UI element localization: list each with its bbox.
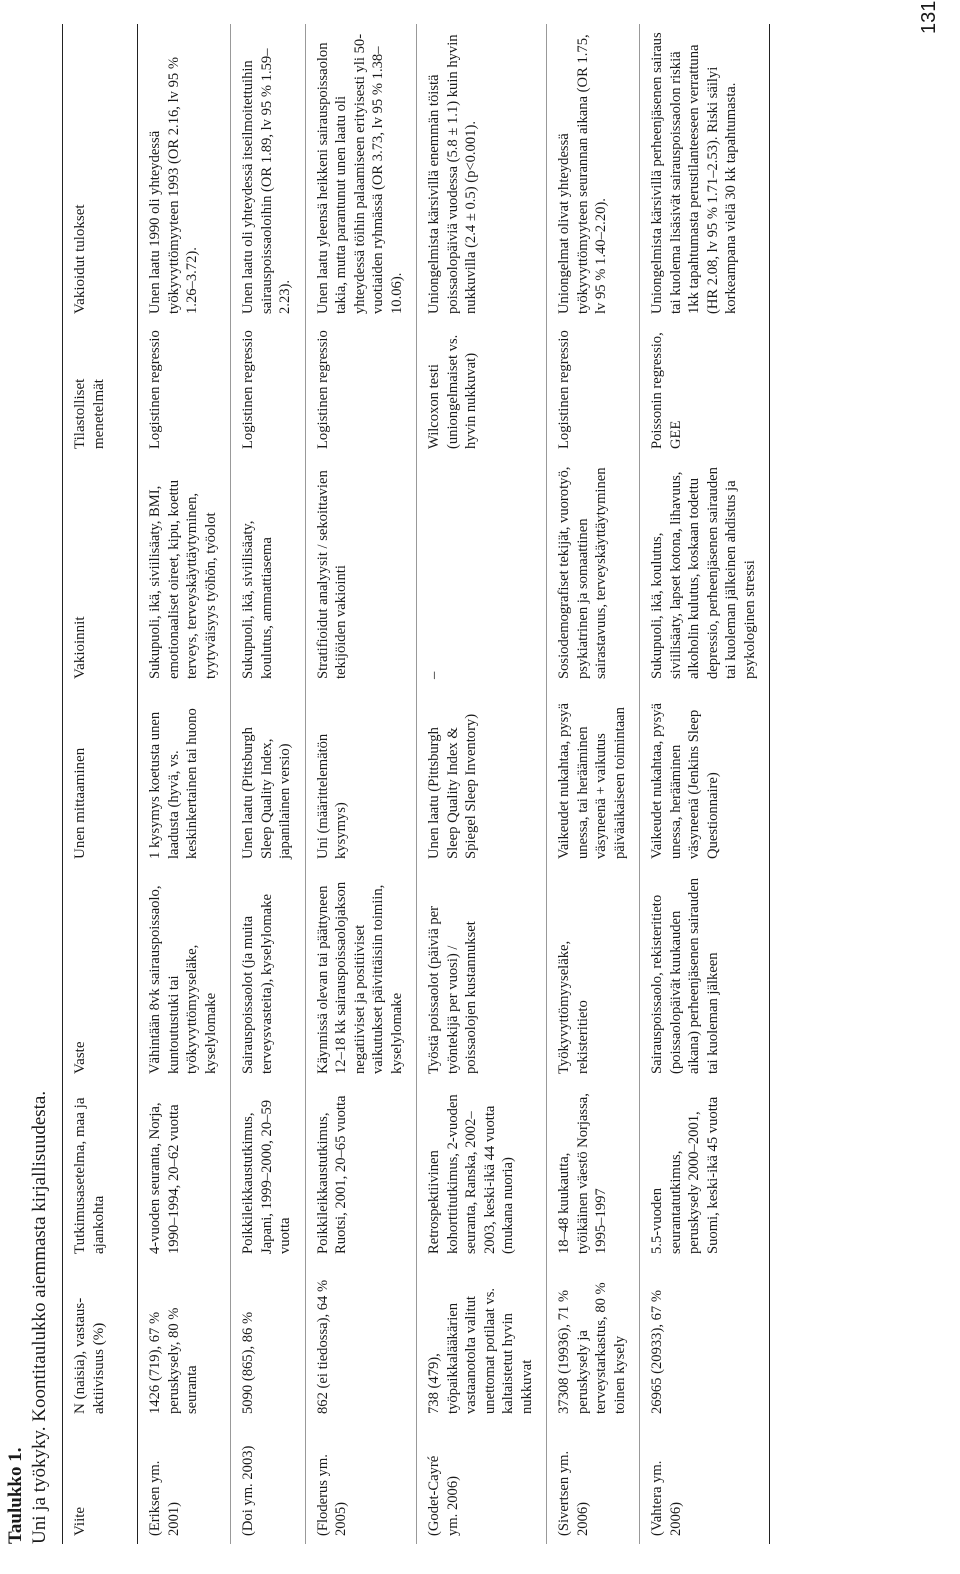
table-row bbox=[231, 24, 306, 1544]
header-tutkimusasetelma: Tutkimusasetelma, maa ja ajankohta bbox=[63, 1082, 138, 1262]
table-row bbox=[547, 24, 640, 1544]
cell-menetelmat: Logistinen regressio bbox=[547, 322, 640, 457]
summary-table bbox=[62, 24, 770, 1544]
cell-viite: (Doi ym. 2003) bbox=[231, 1422, 306, 1544]
cell-menetelmat: Wilcoxon testi (uniongelmaiset vs. hyvin nukkuvat) bbox=[417, 322, 547, 457]
header-vakioinnit: Vakioinnit bbox=[63, 457, 138, 687]
cell-n: 738 (479), työpaikkalääkärien vastaanotolta valitut unettomat potilaat vs. kaltaistetut hyvin nukkuvat bbox=[417, 1262, 547, 1422]
cell-tulokset: Unen laatu 1990 oli yhteydessä työkyvyttömyyteen 1993 (OR 2.16, lv 95 % 1.26–3.72). bbox=[138, 24, 231, 322]
cell-vaste: Vähintään 8vk sairauspoissaolo, kuntoutustuki tai työkyvyttömyyseläke, kyselylomake bbox=[138, 867, 231, 1082]
cell-viite: (Godet-Cayré ym. 2006) bbox=[417, 1422, 547, 1544]
cell-vaste: Sairauspoissaolo, rekisteritieto (poissaolopäivät kuukauden aikana) perheenjäsenen sairauden tai kuoleman jälkeen bbox=[640, 867, 770, 1082]
cell-vaste: Työkyvyttömyyseläke, rekisteritieto bbox=[547, 867, 640, 1082]
cell-vaste: Käynnissä olevan tai päättyneen 12–18 kk sairauspoissaolojakson negatiiviset ja positiiviset vaikutukset päivittäisiin toimiin, kyselylomake bbox=[305, 867, 417, 1082]
cell-asetelma: Poikkileikkaustutkimus, Ruotsi, 2001, 20–65 vuotta bbox=[305, 1082, 417, 1262]
cell-menetelmat: Logistinen regressio bbox=[138, 322, 231, 457]
cell-tulokset: Unen laatu oli yhteydessä itseilmoitettuihin sairauspoissaoloihin (OR 1.89, lv 95 % 1.59–2.23). bbox=[231, 24, 306, 322]
caption-title: Taulukko 1. bbox=[5, 1447, 26, 1544]
table-row bbox=[305, 24, 417, 1544]
header-viite: Viite bbox=[63, 1422, 138, 1544]
cell-vakioinnit: Sukupuoli, ikä, siviilisäaty, BMI, emotionaaliset oireet, kipu, koettu terveys, terveyskäyttäytyminen, tyytyväisyys työhön, työolot bbox=[138, 457, 231, 687]
cell-asetelma: 4-vuoden seuranta, Norja, 1990–1994, 20–62 vuotta bbox=[138, 1082, 231, 1262]
header-tulokset: Vakioidut tulokset bbox=[63, 24, 138, 322]
header-unen-mittaaminen: Unen mittaaminen bbox=[63, 687, 138, 867]
table-caption bbox=[4, 244, 52, 1544]
cell-tulokset: Unen laatu yleensä heikkeni sairauspoissaolon takia, mutta parantunut unen laatu oli yhteydessä töihin palaamiseen erityisesti yli 50-vuotiaiden ryhmässä (OR 3.73, lv 95 % 1.38–10.06). bbox=[305, 24, 417, 322]
cell-vakioinnit: Sukupuoli, ikä, koulutus, siviilisäaty, lapset kotona, lihavuus, alkoholin kulutus, koskaan todettu depressio, perheenjäsenen sairauden tai kuoleman jälkeinen ahdistus ja psykologinen stressi bbox=[640, 457, 770, 687]
cell-vaste: Sairauspoissaolot (ja muita terveysvasteita), kyselylomake bbox=[231, 867, 306, 1082]
table-header-row bbox=[63, 24, 138, 1544]
cell-mittaaminen: Unen laatu (Pittsburgh Sleep Quality Index & Spiegel Sleep Inventory) bbox=[417, 687, 547, 867]
cell-viite: (Vahtera ym. 2006) bbox=[640, 1422, 770, 1544]
cell-mittaaminen: Unen laatu (Pittsburgh Sleep Quality Index, japanilainen versio) bbox=[231, 687, 306, 867]
table-row bbox=[138, 24, 231, 1544]
table-row bbox=[417, 24, 547, 1544]
cell-asetelma: Poikkileikkaustutkimus, Japani, 1999–2000, 20–59 vuotta bbox=[231, 1082, 306, 1262]
cell-n: 1426 (719), 67 % peruskysely, 80 % seuranta bbox=[138, 1262, 231, 1422]
cell-n: 37308 (19936), 71 % peruskysely ja terveystarkastus, 80 % toinen kysely bbox=[547, 1262, 640, 1422]
cell-asetelma: Retrospektiivinen kohorttitutkimus, 2-vuoden seuranta, Ranska, 2002–2003, keski-ikä 44 vuotta (mukana nuoria) bbox=[417, 1082, 547, 1262]
cell-vakioinnit: – bbox=[417, 457, 547, 687]
caption-subtitle: Uni ja työkyky. Koontitaulukko aiemmasta kirjallisuudesta. bbox=[29, 1090, 50, 1544]
cell-n: 5090 (865), 86 % bbox=[231, 1262, 306, 1422]
cell-vaste: Työstä poissaolot (päiviä per työntekijä per vuosi) / poissaolojen kustannukset bbox=[417, 867, 547, 1082]
cell-viite: (Sivertsen ym. 2006) bbox=[547, 1422, 640, 1544]
cell-tulokset: Uniongelmista kärsivillä enemmän töistä poissaolopäiviä vuodessa (5.8 ± 1.1) kuin hyvin nukkuvilla (2.4 ± 0.5) (p<0.001). bbox=[417, 24, 547, 322]
cell-menetelmat: Logistinen regressio bbox=[305, 322, 417, 457]
cell-vakioinnit: Sukupuoli, ikä, siviilisäaty, koulutus, ammattiasema bbox=[231, 457, 306, 687]
table-row bbox=[640, 24, 770, 1544]
cell-tulokset: Uniongelmat olivat yhteydessä työkyvyttömyyteen seurannan aikana (OR 1.75, lv 95 % 1.40–2.20). bbox=[547, 24, 640, 322]
cell-menetelmat: Logistinen regressio bbox=[231, 322, 306, 457]
cell-vakioinnit: Sosiodemografiset tekijät, vuorotyö, psykiatrinen ja somaattinen sairastavuus, terveyskäyttäytyminen bbox=[547, 457, 640, 687]
cell-n: 26965 (20933), 67 % bbox=[640, 1262, 770, 1422]
header-vaste: Vaste bbox=[63, 867, 138, 1082]
cell-viite: (Floderus ym. 2005) bbox=[305, 1422, 417, 1544]
cell-vakioinnit: Stratifioidut analyysit / sekoittavien tekijöiden vakiointi bbox=[305, 457, 417, 687]
cell-n: 862 (ei tiedossa), 64 % bbox=[305, 1262, 417, 1422]
cell-asetelma: 5.5-vuoden seurantatutkimus, peruskysely 2000–2001, Suomi, keski-ikä 45 vuotta bbox=[640, 1082, 770, 1262]
cell-mittaaminen: 1 kysymys koetusta unen laadusta (hyvä, vs. keskinkertainen tai huono bbox=[138, 687, 231, 867]
cell-mittaaminen: Vaikeudet nukahtaa, pysyä unessa, tai herääminen väsyneenä + vaikutus päiväaikaiseen toimintaan bbox=[547, 687, 640, 867]
cell-mittaaminen: Uni (määrittelemätön kysymys) bbox=[305, 687, 417, 867]
cell-mittaaminen: Vaikeudet nukahtaa, pysyä unessa, herääminen väsyneenä (Jenkins Sleep Questionnaire) bbox=[640, 687, 770, 867]
cell-tulokset: Uniongelmista kärsivillä perheenjäsenen sairaus tai kuolema lisäsivät sairauspoissaolon riskiä 1kk tapahtumasta perustilanteeseen verrattuna (HR 2.08, lv 95 % 1.71–2.53). Riski säilyi korkeampana vielä 30 kk tapahtumasta. bbox=[640, 24, 770, 322]
cell-menetelmat: Poissonin regressio, GEE bbox=[640, 322, 770, 457]
header-tilastolliset: Tilastolliset menetelmät bbox=[63, 322, 138, 457]
cell-viite: (Eriksen ym. 2001) bbox=[138, 1422, 231, 1544]
cell-asetelma: 18–48 kuukautta, työikäinen väestö Norjassa, 1995–1997 bbox=[547, 1082, 640, 1262]
page-number: 131 bbox=[918, 0, 940, 34]
header-n: N (naisia), vastausaktiivisuus (%) bbox=[63, 1262, 138, 1422]
